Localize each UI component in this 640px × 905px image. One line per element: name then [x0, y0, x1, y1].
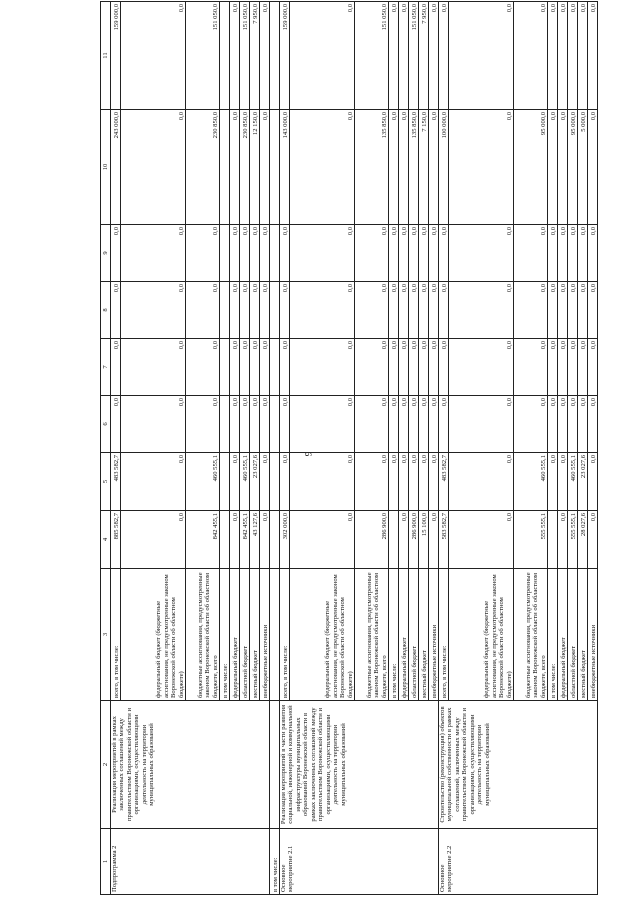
- value-cell-col-6: 0,0: [121, 396, 186, 453]
- value-cell-col-4: 0,0: [121, 511, 186, 569]
- value-cell-col-4: 0,0: [558, 511, 568, 569]
- column-header-9: 9: [101, 225, 111, 282]
- value-cell-col-8: 0,0: [111, 282, 121, 339]
- value-cell-col-11: 0,0: [439, 2, 449, 110]
- value-cell-col-7: 0,0: [409, 339, 419, 396]
- value-cell-col-4: 0,0: [260, 511, 270, 569]
- column-header-7: 7: [101, 339, 111, 396]
- value-cell-col-11: 159 000,0: [111, 2, 121, 110]
- empty-cell: [270, 339, 280, 396]
- value-cell-col-6: 0,0: [429, 396, 439, 453]
- value-cell-col-6: 0,0: [514, 396, 548, 453]
- value-cell-col-4: 0,0: [230, 511, 240, 569]
- value-cell-col-5: 23 027,6: [578, 453, 588, 511]
- value-cell-col-9: 0,0: [578, 225, 588, 282]
- value-cell-col-11: 0,0: [429, 2, 439, 110]
- value-cell-col-7: 0,0: [355, 339, 389, 396]
- funding-source-label: всего, в том числе:: [280, 569, 290, 701]
- value-cell-col-7: 0,0: [389, 339, 399, 396]
- value-cell-col-10: 243 000,0: [111, 110, 121, 225]
- table-row: [280, 2, 290, 895]
- value-cell-col-9: 0,0: [280, 225, 290, 282]
- value-cell-col-9: 0,0: [399, 225, 409, 282]
- value-cell-col-4: 286 900,0: [355, 511, 389, 569]
- budget-table-sheet: [100, 2, 614, 895]
- value-cell-col-9: 0,0: [260, 225, 270, 282]
- column-header-8: 8: [101, 282, 111, 339]
- value-cell-col-10: [220, 110, 230, 225]
- value-cell-col-11: 0,0: [230, 2, 240, 110]
- funding-source-label: областной бюджет: [568, 569, 578, 701]
- value-cell-col-8: 0,0: [240, 282, 250, 339]
- value-cell-col-9: 0,0: [558, 225, 568, 282]
- value-cell-col-6: 0,0: [399, 396, 409, 453]
- empty-cell: [270, 225, 280, 282]
- value-cell-col-7: 0,0: [558, 339, 568, 396]
- funding-source-label: бюджетные ассигнования, предусмотренные законом Воронежской области об областном бюджете, всего: [186, 569, 220, 701]
- empty-cell: [270, 453, 280, 511]
- value-cell-col-5: 0,0: [230, 453, 240, 511]
- value-cell-col-5: 0,0: [389, 453, 399, 511]
- value-cell-col-4: 43 127,6: [250, 511, 260, 569]
- value-cell-col-9: 0,0: [514, 225, 548, 282]
- value-cell-col-9: 0,0: [389, 225, 399, 282]
- value-cell-col-8: 0,0: [558, 282, 568, 339]
- value-cell-col-8: 0,0: [186, 282, 220, 339]
- value-cell-col-4: [548, 511, 558, 569]
- funding-source-label: бюджетные ассигнования, предусмотренные законом Воронежской области об областном бюджете, всего: [514, 569, 548, 701]
- empty-cell: [270, 396, 280, 453]
- value-cell-col-11: 151 050,0: [355, 2, 389, 110]
- value-cell-col-5: 0,0: [280, 453, 290, 511]
- value-cell-col-4: 555 555,1: [514, 511, 548, 569]
- value-cell-col-5: 0,0: [429, 453, 439, 511]
- value-cell-col-9: 0,0: [568, 225, 578, 282]
- value-cell-col-9: 0,0: [186, 225, 220, 282]
- value-cell-col-8: 0,0: [389, 282, 399, 339]
- value-cell-col-10: 143 000,0: [280, 110, 290, 225]
- funding-source-label: федеральный бюджет (бюджетные ассигнования, не предусмотренные законом Воронежской области об областном бюджете): [449, 569, 514, 701]
- value-cell-col-5: 483 582,7: [439, 453, 449, 511]
- value-cell-col-8: 0,0: [355, 282, 389, 339]
- value-cell-col-9: 0,0: [111, 225, 121, 282]
- value-cell-col-4: 0,0: [588, 511, 598, 569]
- value-cell-col-7: 0,0: [399, 339, 409, 396]
- value-cell-col-8: 0,0: [280, 282, 290, 339]
- value-cell-col-10: 0,0: [230, 110, 240, 225]
- page-number: 9: [303, 451, 314, 457]
- value-cell-col-4: 555 555,1: [568, 511, 578, 569]
- value-cell-col-5: 0,0: [290, 453, 355, 511]
- header-row: [101, 2, 111, 895]
- value-cell-col-5: 0,0: [409, 453, 419, 511]
- value-cell-col-5: 0,0: [558, 453, 568, 511]
- column-header-6: 6: [101, 396, 111, 453]
- value-cell-col-10: 0,0: [121, 110, 186, 225]
- empty-cell: [270, 511, 280, 569]
- value-cell-col-4: [220, 511, 230, 569]
- funding-source-label: в том числе:: [389, 569, 399, 701]
- value-cell-col-7: 0,0: [449, 339, 514, 396]
- value-cell-col-6: [220, 396, 230, 453]
- value-cell-col-4: 842 455,1: [240, 511, 250, 569]
- value-cell-col-10: 5 000,0: [578, 110, 588, 225]
- value-cell-col-11: 0,0: [588, 2, 598, 110]
- value-cell-col-4: 286 900,0: [409, 511, 419, 569]
- empty-cell: [270, 282, 280, 339]
- value-cell-col-9: 0,0: [240, 225, 250, 282]
- empty-cell: [270, 569, 280, 701]
- budget-table: [100, 1, 598, 895]
- value-cell-col-9: 0,0: [429, 225, 439, 282]
- funding-source-label: областной бюджет: [409, 569, 419, 701]
- program-title-cell: Реализация мероприятий в рамках заключенных соглашений между правительством Воронежской области и организациями, осуществляющими деятельность на территории муниципальных образований: [111, 701, 270, 829]
- funding-source-label: внебюджетные источники: [260, 569, 270, 701]
- value-cell-col-10: 230 850,0: [186, 110, 220, 225]
- funding-source-label: внебюджетные источники: [429, 569, 439, 701]
- value-cell-col-10: 0,0: [290, 110, 355, 225]
- value-cell-col-6: 0,0: [186, 396, 220, 453]
- value-cell-col-4: [389, 511, 399, 569]
- value-cell-col-11: 0,0: [290, 2, 355, 110]
- value-cell-col-6: 0,0: [409, 396, 419, 453]
- value-cell-col-5: 0,0: [449, 453, 514, 511]
- value-cell-col-10: 0,0: [548, 110, 558, 225]
- value-cell-col-7: 0,0: [290, 339, 355, 396]
- section-label: в том числе:: [270, 829, 280, 895]
- value-cell-col-9: 0,0: [548, 225, 558, 282]
- value-cell-col-7: 0,0: [111, 339, 121, 396]
- value-cell-col-8: 0,0: [121, 282, 186, 339]
- funding-source-label: бюджетные ассигнования, предусмотренные законом Воронежской области об областном бюджете, всего: [355, 569, 389, 701]
- funding-source-label: внебюджетные источники: [588, 569, 598, 701]
- value-cell-col-11: 159 000,0: [280, 2, 290, 110]
- value-cell-col-5: 460 555,1: [240, 453, 250, 511]
- funding-source-label: федеральный бюджет: [558, 569, 568, 701]
- value-cell-col-11: 0,0: [568, 2, 578, 110]
- value-cell-col-8: 0,0: [439, 282, 449, 339]
- value-cell-col-11: 151 050,0: [240, 2, 250, 110]
- value-cell-col-5: 0,0: [548, 453, 558, 511]
- table-row: [111, 2, 121, 895]
- value-cell-col-11: 0,0: [548, 2, 558, 110]
- value-cell-col-9: 0,0: [419, 225, 429, 282]
- value-cell-col-9: 0,0: [355, 225, 389, 282]
- value-cell-col-5: 0,0: [260, 453, 270, 511]
- value-cell-col-8: 0,0: [230, 282, 240, 339]
- value-cell-col-10: 0,0: [260, 110, 270, 225]
- value-cell-col-11: 0,0: [121, 2, 186, 110]
- value-cell-col-9: 0,0: [230, 225, 240, 282]
- value-cell-col-8: 0,0: [578, 282, 588, 339]
- funding-source-label: в том числе:: [220, 569, 230, 701]
- program-code-cell: Основное мероприятие 2.1: [280, 829, 439, 895]
- value-cell-col-8: 0,0: [250, 282, 260, 339]
- funding-source-label: местный бюджет: [578, 569, 588, 701]
- value-cell-col-4: 583 582,7: [439, 511, 449, 569]
- program-code-cell: Основное мероприятие 2.2: [439, 829, 598, 895]
- column-header-10: 10: [101, 110, 111, 225]
- value-cell-col-11: 151 050,0: [409, 2, 419, 110]
- value-cell-col-5: 23 027,6: [250, 453, 260, 511]
- value-cell-col-11: [220, 2, 230, 110]
- value-cell-col-9: 0,0: [250, 225, 260, 282]
- funding-source-label: местный бюджет: [419, 569, 429, 701]
- funding-source-label: федеральный бюджет: [230, 569, 240, 701]
- value-cell-col-7: 0,0: [240, 339, 250, 396]
- funding-source-label: областной бюджет: [240, 569, 250, 701]
- value-cell-col-10: 135 850,0: [355, 110, 389, 225]
- value-cell-col-7: [220, 339, 230, 396]
- value-cell-col-6: 0,0: [389, 396, 399, 453]
- value-cell-col-5: 0,0: [355, 453, 389, 511]
- value-cell-col-11: 0,0: [389, 2, 399, 110]
- value-cell-col-10: 0,0: [399, 110, 409, 225]
- empty-cell: [270, 2, 280, 110]
- value-cell-col-10: 12 150,0: [250, 110, 260, 225]
- value-cell-col-6: 0,0: [568, 396, 578, 453]
- value-cell-col-10: 100 000,0: [439, 110, 449, 225]
- column-header-5: 5: [101, 453, 111, 511]
- value-cell-col-7: 0,0: [250, 339, 260, 396]
- column-header-1: 1: [101, 829, 111, 895]
- value-cell-col-10: 0,0: [588, 110, 598, 225]
- value-cell-col-8: 0,0: [260, 282, 270, 339]
- value-cell-col-6: 0,0: [588, 396, 598, 453]
- value-cell-col-10: 95 000,0: [514, 110, 548, 225]
- value-cell-col-6: 0,0: [240, 396, 250, 453]
- value-cell-col-7: 0,0: [419, 339, 429, 396]
- value-cell-col-6: 0,0: [230, 396, 240, 453]
- funding-source-label: местный бюджет: [250, 569, 260, 701]
- value-cell-col-4: 28 027,6: [578, 511, 588, 569]
- value-cell-col-6: 0,0: [280, 396, 290, 453]
- value-cell-col-10: 135 850,0: [409, 110, 419, 225]
- value-cell-col-4: 0,0: [290, 511, 355, 569]
- value-cell-col-7: 0,0: [230, 339, 240, 396]
- value-cell-col-9: 0,0: [439, 225, 449, 282]
- value-cell-col-4: 0,0: [449, 511, 514, 569]
- value-cell-col-8: 0,0: [290, 282, 355, 339]
- value-cell-col-7: 0,0: [260, 339, 270, 396]
- value-cell-col-4: 302 000,0: [280, 511, 290, 569]
- value-cell-col-6: 0,0: [250, 396, 260, 453]
- value-cell-col-9: 0,0: [449, 225, 514, 282]
- funding-source-label: в том числе:: [548, 569, 558, 701]
- value-cell-col-9: 0,0: [290, 225, 355, 282]
- value-cell-col-5: 0,0: [588, 453, 598, 511]
- value-cell-col-7: 0,0: [429, 339, 439, 396]
- value-cell-col-7: 0,0: [548, 339, 558, 396]
- funding-source-label: федеральный бюджет (бюджетные ассигнования, не предусмотренные законом Воронежской области об областном бюджете): [290, 569, 355, 701]
- value-cell-col-10: 230 850,0: [240, 110, 250, 225]
- value-cell-col-8: 0,0: [548, 282, 558, 339]
- value-cell-col-7: 0,0: [588, 339, 598, 396]
- value-cell-col-4: 885 582,7: [111, 511, 121, 569]
- value-cell-col-5: 0,0: [419, 453, 429, 511]
- value-cell-col-6: 0,0: [548, 396, 558, 453]
- value-cell-col-5: 0,0: [399, 453, 409, 511]
- value-cell-col-5: 460 555,1: [514, 453, 548, 511]
- program-title-cell: Реализация мероприятий в части развития социальной, инженерной и коммунальной инфраструктуры муниципальных образований Воронежской области в рамках заключенных соглашений между правительством Воронежской области и организациями, осуществляющими деятельность на территории муниципальных образований: [280, 701, 439, 829]
- value-cell-col-7: 0,0: [439, 339, 449, 396]
- empty-cell: [270, 110, 280, 225]
- value-cell-col-8: 0,0: [409, 282, 419, 339]
- value-cell-col-8: [220, 282, 230, 339]
- value-cell-col-6: 0,0: [419, 396, 429, 453]
- value-cell-col-10: 0,0: [449, 110, 514, 225]
- value-cell-col-8: 0,0: [449, 282, 514, 339]
- value-cell-col-10: 0,0: [558, 110, 568, 225]
- value-cell-col-6: 0,0: [558, 396, 568, 453]
- value-cell-col-4: 842 455,1: [186, 511, 220, 569]
- column-header-4: 4: [101, 511, 111, 569]
- section-row: [270, 2, 280, 895]
- value-cell-col-6: 0,0: [355, 396, 389, 453]
- value-cell-col-8: 0,0: [419, 282, 429, 339]
- program-code-cell: Подпрограмма 2: [111, 829, 270, 895]
- table-row: [439, 2, 449, 895]
- value-cell-col-7: 0,0: [568, 339, 578, 396]
- value-cell-col-11: 0,0: [514, 2, 548, 110]
- value-cell-col-4: 15 100,0: [419, 511, 429, 569]
- value-cell-col-7: 0,0: [186, 339, 220, 396]
- value-cell-col-10: 95 000,0: [568, 110, 578, 225]
- value-cell-col-9: 0,0: [121, 225, 186, 282]
- value-cell-col-6: 0,0: [439, 396, 449, 453]
- value-cell-col-11: 0,0: [449, 2, 514, 110]
- value-cell-col-9: [220, 225, 230, 282]
- value-cell-col-10: 0,0: [429, 110, 439, 225]
- empty-cell: [270, 701, 280, 829]
- value-cell-col-5: 483 582,7: [111, 453, 121, 511]
- value-cell-col-11: 0,0: [558, 2, 568, 110]
- value-cell-col-7: 0,0: [578, 339, 588, 396]
- value-cell-col-11: 0,0: [399, 2, 409, 110]
- value-cell-col-6: 0,0: [260, 396, 270, 453]
- value-cell-col-11: 7 950,0: [419, 2, 429, 110]
- funding-source-label: федеральный бюджет (бюджетные ассигнования, не предусмотренные законом Воронежской области об областном бюджете): [121, 569, 186, 701]
- value-cell-col-9: 0,0: [588, 225, 598, 282]
- column-header-2: 2: [101, 701, 111, 829]
- value-cell-col-11: 7 950,0: [250, 2, 260, 110]
- value-cell-col-5: [220, 453, 230, 511]
- value-cell-col-6: 0,0: [111, 396, 121, 453]
- value-cell-col-8: 0,0: [588, 282, 598, 339]
- value-cell-col-7: 0,0: [514, 339, 548, 396]
- value-cell-col-10: 0,0: [389, 110, 399, 225]
- value-cell-col-6: 0,0: [290, 396, 355, 453]
- value-cell-col-8: 0,0: [514, 282, 548, 339]
- value-cell-col-11: 151 050,0: [186, 2, 220, 110]
- value-cell-col-8: 0,0: [429, 282, 439, 339]
- value-cell-col-11: 0,0: [260, 2, 270, 110]
- value-cell-col-9: 0,0: [409, 225, 419, 282]
- value-cell-col-10: 7 150,0: [419, 110, 429, 225]
- program-title-cell: Строительство (реконструкция) объектов муниципальной собственности в рамках соглашений, заключенных между правительством Воронежской области и организациями, осуществляющими деятельность на территории муниципальных образований: [439, 701, 598, 829]
- funding-source-label: федеральный бюджет: [399, 569, 409, 701]
- value-cell-col-6: 0,0: [449, 396, 514, 453]
- column-header-11: 11: [101, 2, 111, 110]
- column-header-3: 3: [101, 569, 111, 701]
- funding-source-label: всего, в том числе:: [111, 569, 121, 701]
- value-cell-col-11: 0,0: [578, 2, 588, 110]
- value-cell-col-7: 0,0: [121, 339, 186, 396]
- value-cell-col-8: 0,0: [399, 282, 409, 339]
- value-cell-col-7: 0,0: [280, 339, 290, 396]
- value-cell-col-6: 0,0: [578, 396, 588, 453]
- value-cell-col-5: 460 555,1: [186, 453, 220, 511]
- value-cell-col-4: 0,0: [429, 511, 439, 569]
- value-cell-col-5: 460 555,1: [568, 453, 578, 511]
- value-cell-col-8: 0,0: [568, 282, 578, 339]
- value-cell-col-5: 0,0: [121, 453, 186, 511]
- funding-source-label: всего, в том числе:: [439, 569, 449, 701]
- value-cell-col-4: 0,0: [399, 511, 409, 569]
